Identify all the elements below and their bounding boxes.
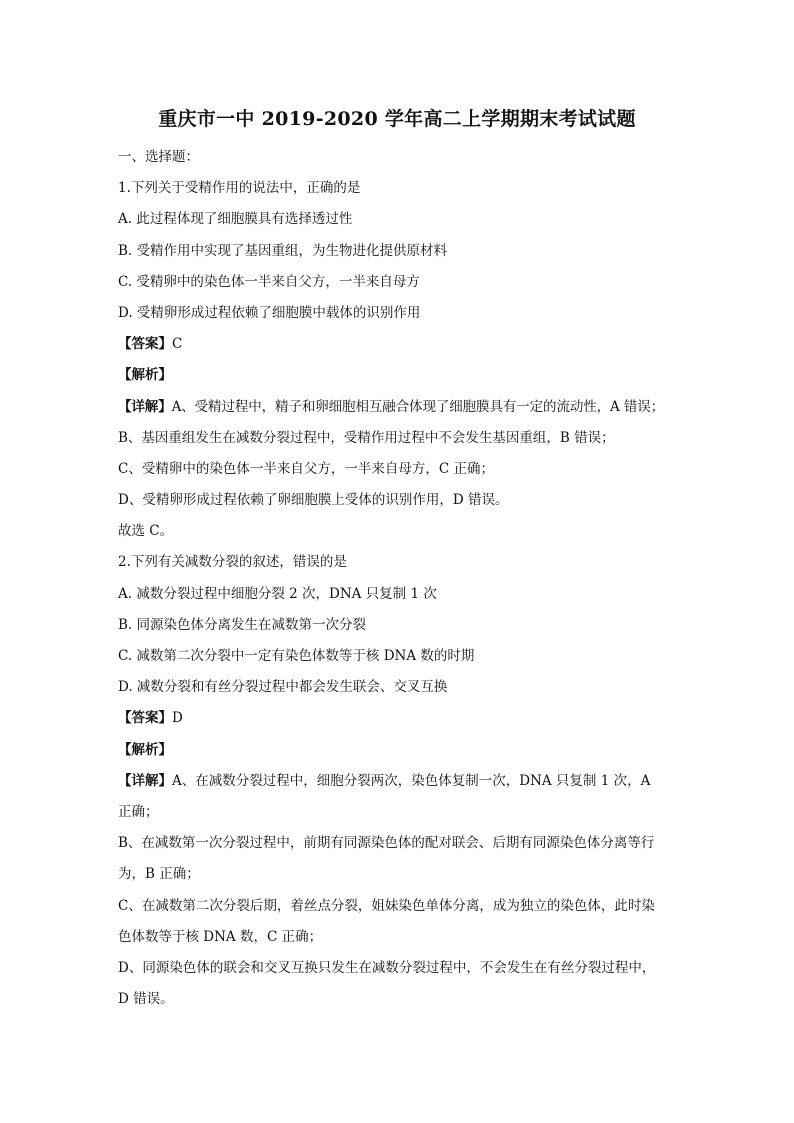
detail-line: D 错误。	[118, 991, 174, 1008]
option-a: A. 此过程体现了细胞膜具有选择透过性	[118, 211, 353, 228]
page-title: 重庆市一中 2019-2020 学年高二上学期期末考试试题	[158, 108, 636, 130]
detail-label: 【详解】	[118, 398, 172, 415]
detail-line: 色体数等于核 DNA 数，C 正确；	[118, 928, 323, 945]
option-d: D. 受精卵形成过程依赖了细胞膜中载体的识别作用	[118, 304, 421, 321]
option-b: B. 受精作用中实现了基因重组，为生物进化提供原材料	[118, 242, 448, 259]
answer-label: 【答案】	[118, 710, 172, 727]
analysis-label: 【解析】	[118, 367, 172, 384]
detail-label: 【详解】	[118, 772, 172, 789]
option-d: D. 减数分裂和有丝分裂过程中都会发生联会、交叉互换	[118, 679, 448, 696]
detail-text: A、在减数分裂过程中，细胞分裂两次，染色体复制一次，DNA 只复制 1 次，A	[172, 772, 651, 789]
conclusion-line: 故选 C。	[118, 523, 174, 540]
detail-line	[118, 392, 678, 423]
answer-value: C	[172, 336, 183, 353]
detail-line: C、在减数第二次分裂后期，着丝点分裂，姐妹染色单体分离，成为独立的染色体，此时染	[118, 897, 655, 914]
detail-line: D、同源染色体的联会和交叉互换只发生在减数分裂过程中，不会发生在有丝分裂过程中，	[118, 959, 656, 976]
detail-line: 正确；	[118, 803, 159, 820]
detail-line: D、受精卵形成过程依赖了卵细胞膜上受体的识别作用，D 错误。	[118, 492, 509, 509]
answer-line	[118, 703, 678, 734]
option-c: C. 受精卵中的染色体一半来自父方，一半来自母方	[118, 273, 420, 290]
question-stem: 2.下列有关减数分裂的叙述，错误的是	[118, 554, 347, 571]
question-stem: 1.下列关于受精作用的说法中，正确的是	[118, 180, 361, 197]
detail-text: A、受精过程中，精子和卵细胞相互融合体现了细胞膜具有一定的流动性，A 错误；	[171, 398, 665, 415]
option-a: A. 减数分裂过程中细胞分裂 2 次，DNA 只复制 1 次	[118, 585, 437, 602]
option-c: C. 减数第二次分裂中一定有染色体数等于核 DNA 数的时期	[118, 648, 475, 664]
detail-line: B、在减数第一次分裂过程中，前期有同源染色体的配对联会、后期有同源染色体分离等行	[118, 835, 655, 852]
question-2	[118, 547, 678, 1015]
detail-line	[118, 766, 678, 797]
detail-line: B、基因重组发生在减数分裂过程中，受精作用过程中不会发生基因重组，B 错误；	[118, 429, 615, 446]
answer-label: 【答案】	[118, 336, 172, 353]
question-1	[118, 173, 678, 547]
detail-line: C、受精卵中的染色体一半来自父方，一半来自母方，C 正确；	[118, 460, 494, 477]
answer-value: D	[172, 710, 183, 727]
detail-line: 为，B 正确；	[118, 866, 200, 883]
analysis-label: 【解析】	[118, 741, 172, 758]
section-heading: 一、选择题：	[118, 149, 199, 165]
option-b: B. 同源染色体分离发生在减数第一次分裂	[118, 616, 367, 633]
answer-line	[118, 329, 678, 360]
document-body	[118, 142, 678, 1015]
